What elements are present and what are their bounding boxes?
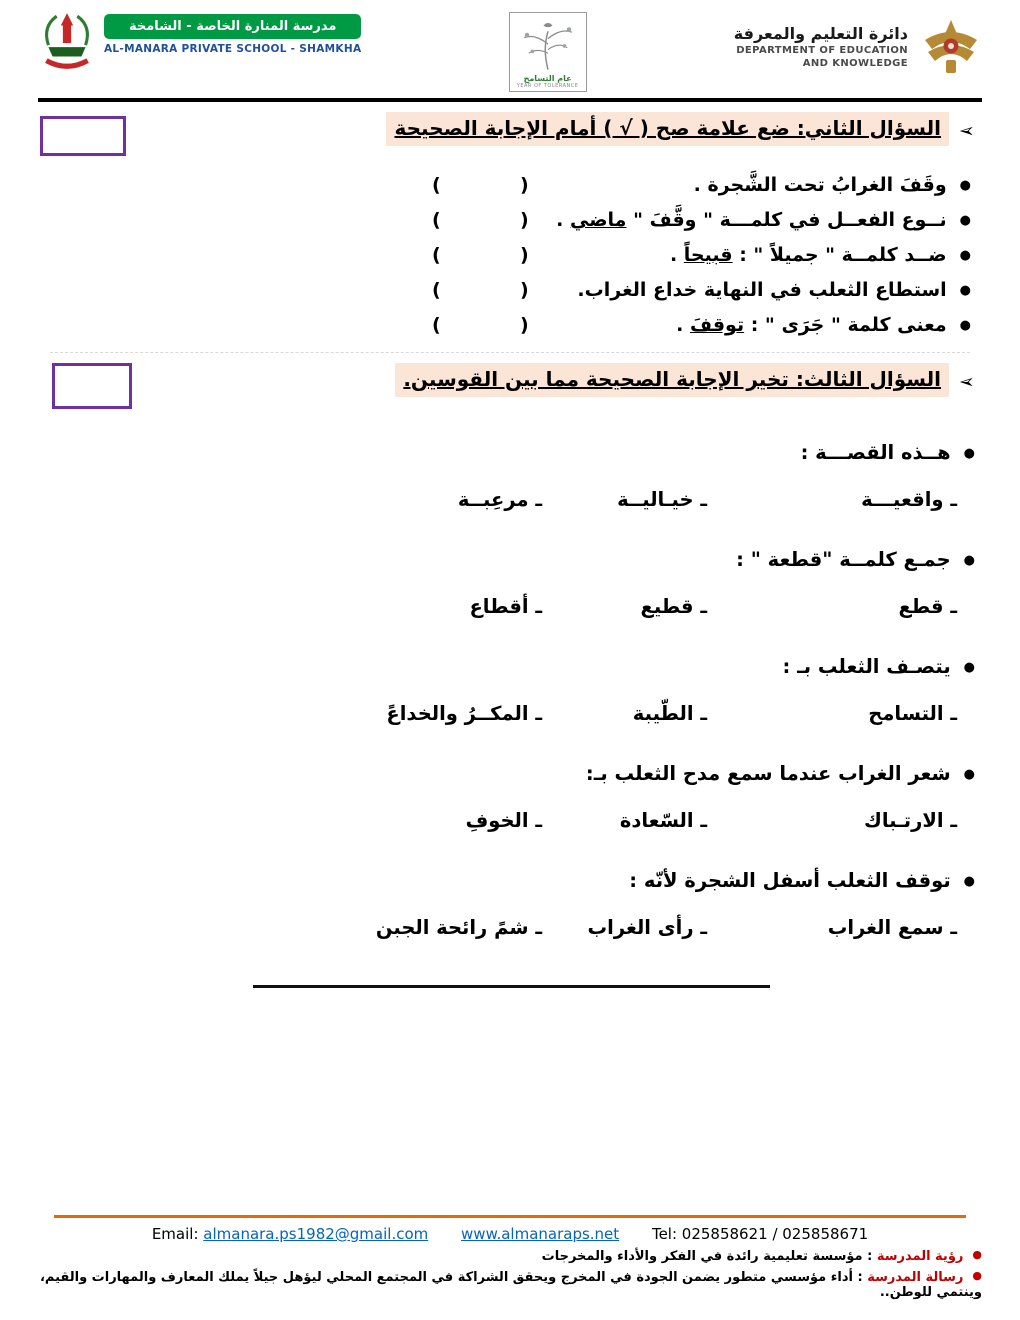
q3-item-4-choices: [40, 809, 975, 832]
q2-item-4: [40, 279, 971, 301]
q3-title: السؤال الثالث: تخير الإجابة الصحيحة مما بين القوسين.: [395, 363, 949, 397]
tolerance-caption-english: YEAR OF TOLERANCE: [516, 83, 579, 89]
q3-item-2: [40, 548, 975, 618]
q2-item-5-text: معنى كلمة " جَرَى " : توقفَ .: [676, 314, 947, 336]
bullet-icon: ●: [963, 767, 975, 782]
department-name-arabic: دائرة التعليم والمعرفة: [733, 24, 908, 43]
email-label: Email:: [151, 1225, 199, 1243]
bullet-icon: ●: [963, 446, 975, 461]
bullet-icon: ●: [963, 553, 975, 568]
choice-2: ـ السّعادة: [619, 809, 707, 832]
school-emblem-icon: [38, 10, 96, 74]
q3-item-2-choices: [40, 595, 975, 618]
choice-1: ـ سمع الغراب: [827, 916, 957, 939]
choice-2: ـ خيـاليــة: [617, 488, 707, 511]
q3-item-5-question: ●توقف الثعلب أسفل الشجرة لأنّه :: [629, 869, 975, 892]
q3-item-3: [40, 655, 975, 725]
bullet-icon: ●: [959, 213, 971, 228]
department-text: [734, 24, 908, 70]
mission-text: : أداء مؤسسي متطور يضمن الجودة في المخرج ويحقق الشراكة في المجتمع المحلي ليؤهل جيلاً يملك المعارف والمهارات والقيم، وينتمي للوطن..: [39, 1270, 982, 1300]
choice-2: ـ الطّيبة: [632, 702, 707, 725]
q3-items: [40, 441, 975, 939]
choice-2: ـ رأى الغراب: [587, 916, 707, 939]
contact-row: [34, 1225, 986, 1243]
q2-items: [40, 174, 975, 336]
tolerance-caption-arabic: عام التسامح: [523, 74, 572, 83]
school-name-arabic: مدرسة المنارة الخاصة - الشامخة: [104, 14, 361, 39]
answer-parentheses: ( ): [432, 209, 529, 231]
choice-1: ـ قطع: [898, 595, 957, 618]
q2-item-3: [40, 244, 971, 266]
header-divider: [38, 98, 982, 102]
answer-parentheses: ( ): [432, 174, 529, 196]
school-name-block: [104, 14, 361, 55]
uae-emblem-icon: [920, 16, 982, 78]
department-name-english-1: DEPARTMENT OF EDUCATION: [736, 45, 908, 56]
footer-divider: [54, 1215, 966, 1218]
question-2-section: [0, 116, 1020, 336]
q2-item-1-text: وقَفَ الغرابُ تحت الشَّجرة .: [693, 174, 947, 196]
department-name-english-2: AND KNOWLEDGE: [802, 57, 908, 69]
answer-parentheses: ( ): [432, 244, 529, 266]
q3-item-1-question: ●هــذه القصـــة :: [800, 441, 975, 464]
choice-3: ـ أقطاع: [469, 595, 542, 618]
q2-score-box: [40, 116, 126, 156]
q3-item-1-choices: [40, 488, 975, 511]
bullet-icon: ●: [963, 660, 975, 675]
q3-item-5-choices: [40, 916, 975, 939]
bullet-icon: ●: [959, 248, 971, 263]
choice-1: ـ التسامح: [868, 702, 957, 725]
choice-3: ـ شمً رائحة الجبن: [375, 916, 542, 939]
answer-parentheses: ( ): [432, 314, 529, 336]
q3-item-2-question: ●جمـع كلمــة "قطعة " :: [736, 548, 975, 571]
tolerance-logo: [509, 12, 587, 92]
q3-item-4-question: ●شعر الغراب عندما سمع مدح الثعلب بـ:: [585, 762, 975, 785]
arrow-icon: ➢: [959, 370, 975, 393]
choice-3: ـ مرعِبــة: [457, 488, 542, 511]
answer-line: [253, 985, 770, 988]
mission-row: [34, 1269, 986, 1300]
vision-label: رؤية المدرسة: [876, 1249, 964, 1264]
q3-item-1: [40, 441, 975, 511]
website-link[interactable]: www.almanaraps.net: [461, 1225, 620, 1243]
q3-title-row: [40, 367, 975, 411]
department-logo: [734, 16, 982, 78]
answer-parentheses: ( ): [432, 279, 529, 301]
q2-item-5: [40, 314, 971, 336]
bullet-icon: ●: [959, 283, 971, 298]
q2-title-row: [40, 116, 975, 160]
email-segment: [152, 1225, 428, 1243]
q3-item-4: [40, 762, 975, 832]
vision-row: [34, 1248, 986, 1264]
bullet-icon: ●: [959, 318, 971, 333]
q3-item-3-question: ●يتصـف الثعلب بـ :: [782, 655, 975, 678]
q2-item-1: [40, 174, 971, 196]
q2-item-4-text: استطاع الثعلب في النهاية خداع الغراب.: [577, 279, 947, 301]
arrow-icon: ➢: [959, 119, 975, 142]
q3-item-3-choices: [40, 702, 975, 725]
tolerance-emblem-icon: [516, 16, 580, 74]
mission-label: رسالة المدرسة: [867, 1270, 964, 1285]
choice-1: ـ الارتـباك: [863, 809, 957, 832]
phone-numbers: Tel: 025858621 / 025858671: [651, 1225, 869, 1243]
choice-1: ـ واقعيـــة: [861, 488, 957, 511]
bullet-icon: ●: [963, 874, 975, 889]
header: [0, 0, 1020, 98]
q3-item-5: [40, 869, 975, 939]
q2-item-2: [40, 209, 971, 231]
red-bullet-icon: ●: [972, 1248, 982, 1261]
q2-item-2-text: نــوع الفعــل في كلمـــة " وقَّفَ " ماضي .: [556, 209, 947, 231]
choice-2: ـ قطيع: [640, 595, 707, 618]
choice-3: ـ الخوفِ: [465, 809, 542, 832]
q2-title: السؤال الثاني: ضع علامة صح ( √ ) أمام الإجابة الصحيحة: [386, 112, 949, 146]
section-divider: [50, 352, 970, 353]
q2-item-3-text: ضــد كلمــة " جميلاً " : قبيحاً .: [669, 244, 947, 266]
email-link[interactable]: almanara.ps1982@gmail.com: [203, 1225, 429, 1243]
question-3-section: [0, 367, 1020, 939]
red-bullet-icon: ●: [972, 1269, 982, 1282]
q3-score-box: [52, 363, 132, 409]
school-name-english: AL-MANARA PRIVATE SCHOOL - SHAMKHA: [104, 43, 362, 55]
vision-text: : مؤسسة تعليمية رائدة في الفكر والأداء والمخرجات: [541, 1249, 877, 1264]
choice-3: ـ المكــرُ والخداعً: [386, 702, 542, 725]
footer: [0, 1215, 1020, 1320]
bullet-icon: ●: [959, 178, 971, 193]
school-logo: [38, 10, 361, 74]
